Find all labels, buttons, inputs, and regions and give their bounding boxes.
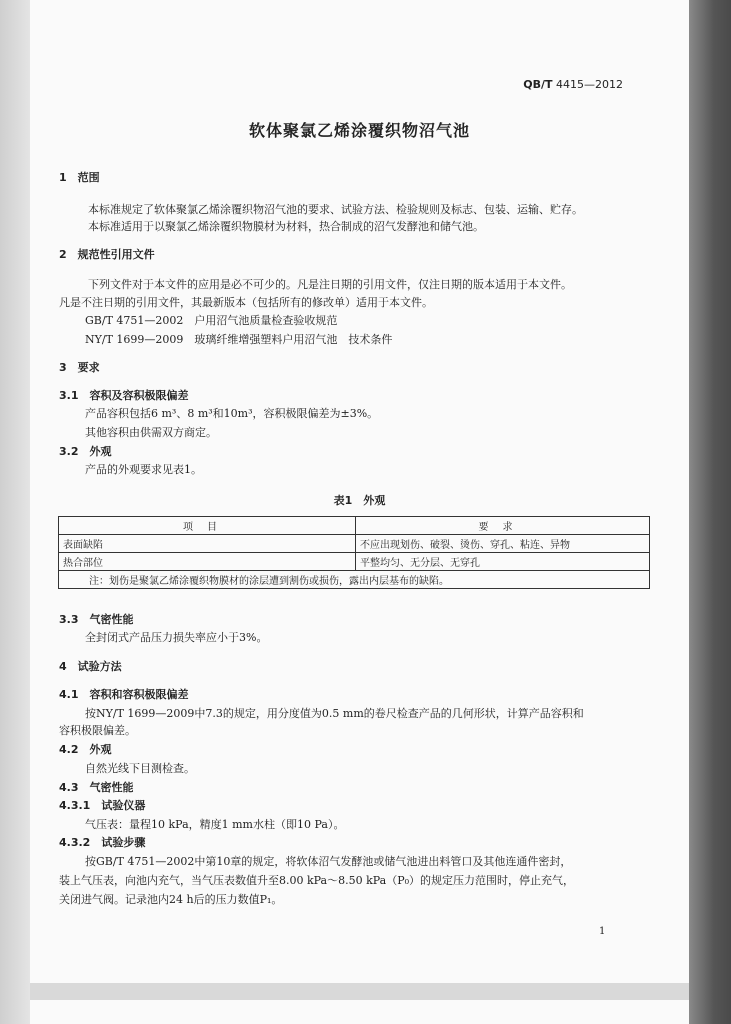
page-number: 1 [599,926,606,937]
section-3-3-heading: 3.3 气密性能 [59,613,134,626]
table-1 [58,516,650,589]
section-1-para-2: 本标准适用于以聚氯乙烯涂覆织物膜材为材料，热合制成的沼气发酵池和储气池。 [88,220,484,233]
document-page [30,0,689,983]
section-4-3-2-heading: 4.3.2 试验步骤 [59,836,146,849]
section-2-para-1: 下列文件对于本文件的应用是必不可少的。凡是注日期的引用文件，仅注日期的版本适用于本文件。 [88,278,572,291]
viewer-right-edge [689,0,731,1024]
section-4-3-1-para-1: 气压表：量程10 kPa，精度1 mm水柱（即10 Pa）。 [85,818,345,831]
table-row [59,553,650,571]
table-header-requirement: 要求 [356,517,650,535]
table-cell: 平整均匀、无分层、无穿孔 [356,553,650,571]
section-3-3-para-1: 全封闭式产品压力损失率应小于3%。 [85,631,268,644]
section-4-3-heading: 4.3 气密性能 [59,781,134,794]
next-page-edge [30,1000,689,1024]
table-1-caption: 表1 外观 [333,494,386,507]
section-4-3-2-para-1: 按GB/T 4751—2002中第10章的规定，将软体沼气发酵池或储气池进出料管口及其他连通件密封， [85,855,572,868]
standard-number: QB/T 4415—2012 [523,78,623,91]
table-cell: 表面缺陷 [59,535,356,553]
section-3-heading: 3 要求 [59,361,100,374]
section-4-1-para-1: 按NY/T 1699—2009中7.3的规定，用分度值为0.5 mm的卷尺检查产品的几何形状，计算产品容积和 [85,707,584,720]
section-3-2-para-1: 产品的外观要求见表1。 [85,463,202,476]
section-4-1-para-1-cont: 容积极限偏差。 [59,724,136,737]
section-3-1-para-1: 产品容积包括6 m³、8 m³和10m³，容积极限偏差为±3%。 [85,407,379,420]
section-4-2-heading: 4.2 外观 [59,743,112,756]
section-4-3-2-para-1-end: 关闭进气阀。记录池内24 h后的压力数值P₁。 [59,893,283,906]
table-header-item: 项目 [59,517,356,535]
table-note-row [59,571,650,589]
section-1-heading: 1 范围 [59,171,100,184]
section-2-para-1-cont: 凡是不注日期的引用文件，其最新版本（包括所有的修改单）适用于本文件。 [59,296,433,309]
reference-2: NY/T 1699—2009 玻璃纤维增强塑料户用沼气池 技术条件 [85,333,393,346]
section-4-1-heading: 4.1 容积和容积极限偏差 [59,688,189,701]
document-title: 软体聚氯乙烯涂覆织物沼气池 [248,121,470,140]
section-3-2-heading: 3.2 外观 [59,445,112,458]
section-4-3-1-heading: 4.3.1 试验仪器 [59,799,146,812]
section-3-1-para-2: 其他容积由供需双方商定。 [85,426,217,439]
table-note: 注：划伤是聚氯乙烯涂覆织物膜材的涂层遭到割伤或损伤，露出内层基布的缺陷。 [59,571,650,589]
table-row [59,535,650,553]
section-1-para-1: 本标准规定了软体聚氯乙烯涂覆织物沼气池的要求、试验方法、检验规则及标志、包装、运输、贮存。 [88,203,583,216]
section-4-2-para-1: 自然光线下目测检查。 [85,762,195,775]
viewer-left-margin [0,0,30,1024]
section-2-heading: 2 规范性引用文件 [59,248,155,261]
section-4-heading: 4 试验方法 [59,660,122,673]
section-4-3-2-para-1-cont: 装上气压表，向池内充气，当气压表数值升至8.00 kPa～8.50 kPa（P₀）的规定压力范围时，停止充气， [59,874,575,887]
table-cell: 不应出现划伤、破裂、烫伤、穿孔、粘连、异物 [356,535,650,553]
table-cell: 热合部位 [59,553,356,571]
reference-1: GB/T 4751—2002 户用沼气池质量检查验收规范 [85,314,338,327]
section-3-1-heading: 3.1 容积及容积极限偏差 [59,389,189,402]
table-header-row [59,517,650,535]
